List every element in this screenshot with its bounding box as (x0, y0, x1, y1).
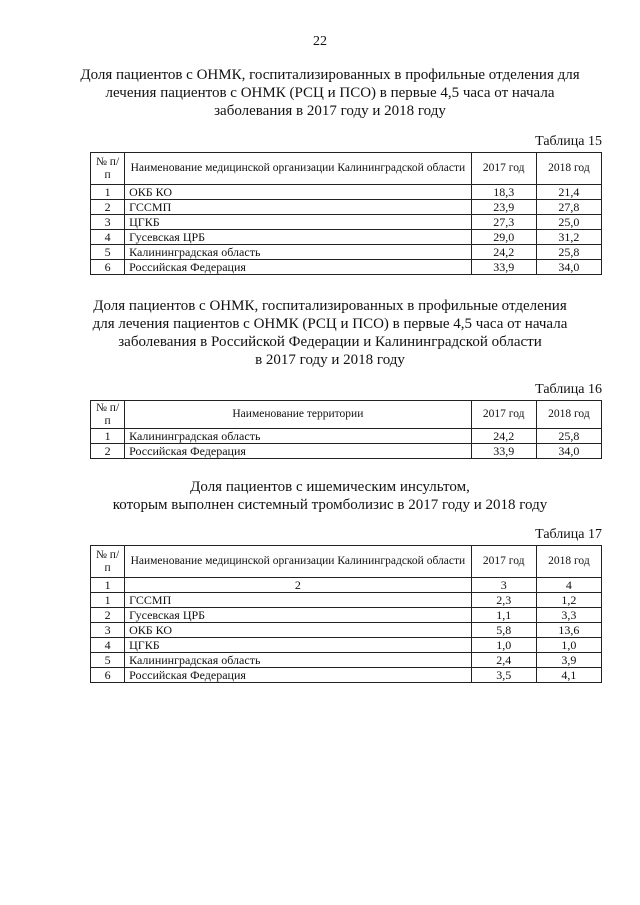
table-row: 4 Гусевская ЦРБ 29,0 31,2 (91, 230, 602, 245)
table-row: 4 ЦГКБ 1,0 1,0 (91, 638, 602, 653)
table-row: 6 Российская Федерация 3,5 4,1 (91, 668, 602, 683)
table-row: 1 ОКБ КО 18,3 21,4 (91, 185, 602, 200)
table-16 (90, 400, 602, 459)
table-row: 1 ГССМП 2,3 1,2 (91, 593, 602, 608)
table-row: 2 ГССМП 23,9 27,8 (91, 200, 602, 215)
table-16-label: Таблица 16 (535, 382, 602, 397)
header-2017: 2017 год (471, 546, 536, 578)
header-2018: 2018 год (536, 153, 601, 185)
table-row: 1 Калининградская область 24,2 25,8 (91, 429, 602, 444)
section2-title: Доля пациентов с ОНМК, госпитализированных в профильные отделения для лечения пациентов с ОНМК (РСЦ и ПСО) в первые 4,5 часа от начала заболевания в Российской Федерации и Калининградской области в 2017 году и 2018 году (92, 298, 568, 368)
table-row: 6 Российская Федерация 33,9 34,0 (91, 260, 602, 275)
table-17 (90, 545, 602, 683)
header-num: № п/п (91, 401, 125, 429)
table-index-row: 1 2 3 4 (91, 578, 602, 593)
table-row: 2 Гусевская ЦРБ 1,1 3,3 (91, 608, 602, 623)
header-num: № п/п (91, 546, 125, 578)
table-row: 3 ОКБ КО 5,8 13,6 (91, 623, 602, 638)
section1-title: Доля пациентов с ОНМК, госпитализированных в профильные отделения для лечения пациентов с ОНМК (РСЦ и ПСО) в первые 4,5 часа от начала заболевания в 2017 году и 2018 году (80, 67, 580, 119)
header-2018: 2018 год (536, 401, 601, 429)
table-row: 5 Калининградская область 2,4 3,9 (91, 653, 602, 668)
table-row: 3 ЦГКБ 27,3 25,0 (91, 215, 602, 230)
header-2018: 2018 год (536, 546, 601, 578)
table-15 (90, 152, 602, 275)
table-15-label: Таблица 15 (535, 134, 602, 149)
table-row: 2 Российская Федерация 33,9 34,0 (91, 444, 602, 459)
header-name: Наименование медицинской организации Калининградской области (125, 546, 472, 578)
header-num: № п/п (91, 153, 125, 185)
section3-title: Доля пациентов с ишемическим инсультом, которым выполнен системный тромболизис в 2017 году и 2018 году (112, 479, 548, 513)
header-2017: 2017 год (471, 401, 536, 429)
header-name: Наименование медицинской организации Калининградской области (125, 153, 472, 185)
header-2017: 2017 год (471, 153, 536, 185)
header-name: Наименование территории (125, 401, 472, 429)
page-number: 22 (313, 34, 327, 49)
table-row: 5 Калининградская область 24,2 25,8 (91, 245, 602, 260)
table-17-label: Таблица 17 (535, 527, 602, 542)
